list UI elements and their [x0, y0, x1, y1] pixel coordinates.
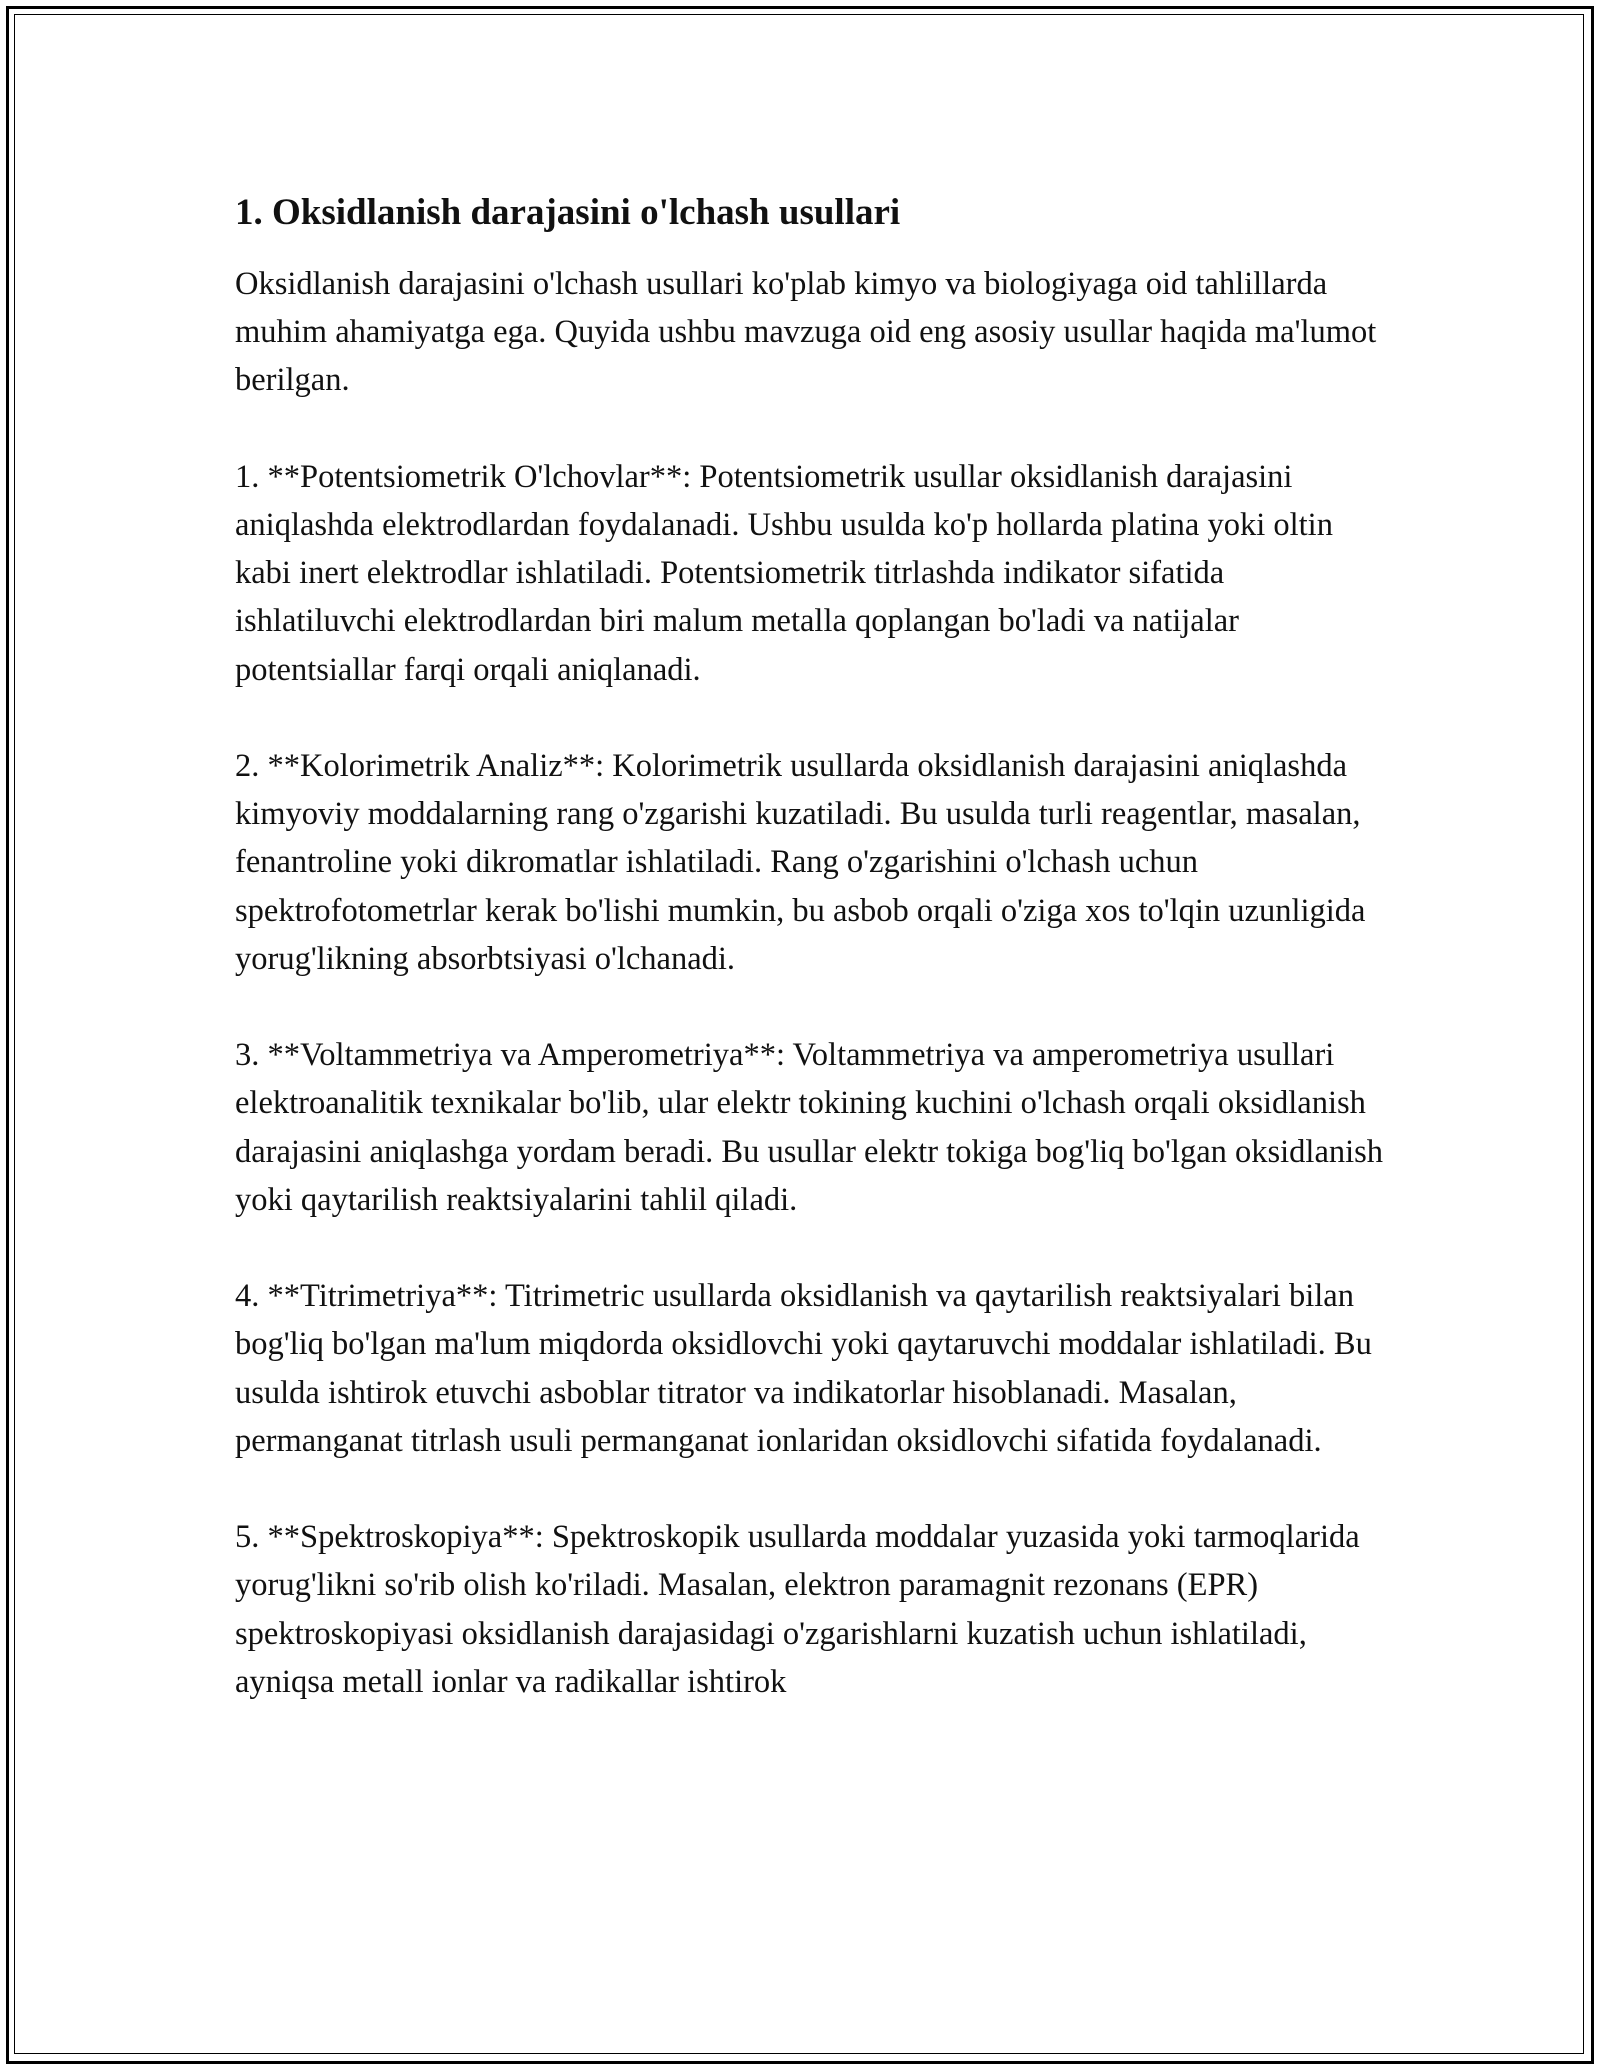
document-title: 1. Oksidlanish darajasini o'lchash usullari [235, 192, 901, 233]
method-item-titrimetriya: 4. **Titrimetriya**: Titrimetric usullarda oksidlanish va qaytarilish reaktsiyalari bilan bog'liq bo'lgan ma'lum miqdorda oksidlovchi yoki qaytaruvchi moddalar ishlatiladi. Bu usulda ishtirok etuvchi asboblar titrator va indikatorlar hisoblanadi. Masalan, permanganat titrlash usuli permanganat ionlaridan oksidlovchi sifatida foydalanadi. [235, 1278, 1372, 1459]
document-body [235, 183, 1385, 1754]
method-item-kolorimetrik: 2. **Kolorimetrik Analiz**: Kolorimetrik usullarda oksidlanish darajasini aniqlashda kimyoviy moddalarning rang o'zgarishi kuzatiladi. Bu usulda turli reagentlar, masalan, fenantroline yoki dikromatlar ishlatiladi. Rang o'zgarishini o'lchash uchun spektrofotometrlar kerak bo'lishi mumkin, bu asbob orqali o'ziga xos to'lqin uzunligida yorug'likning absorbtsiyasi o'lchanadi. [235, 748, 1366, 977]
method-item-voltammetriya: 3. **Voltammetriya va Amperometriya**: Voltammetriya va amperometriya usullari elektroanalitik texnikalar bo'lib, ular elektr tokining kuchini o'lchash orqali oksidlanish darajasini aniqlashga yordam beradi. Bu usullar elektr tokiga bog'liq bo'lgan oksidlanish yoki qaytarilish reaktsiyalarini tahlil qiladi. [235, 1037, 1384, 1218]
method-item-potentsiometrik: 1. **Potentsiometrik O'lchovlar**: Potentsiometrik usullar oksidlanish darajasini aniqlashda elektrodlardan foydalanadi. Ushbu usulda ko'p hollarda platina yoki oltin kabi inert elektrodlar ishlatiladi. Potentsiometrik titrlashda indikator sifatida ishlatiluvchi elektrodlardan biri malum metalla qoplangan bo'ladi va natijalar potentsiallar farqi orqali aniqlanadi. [235, 458, 1333, 688]
intro-paragraph: Oksidlanish darajasini o'lchash usullari ko'plab kimyo va biologiyaga oid tahlillarda muhim ahamiyatga ega. Quyida ushbu mavzuga oid eng asosiy usullar haqida ma'lumot berilgan. [235, 266, 1377, 399]
method-item-spektroskopiya: 5. **Spektroskopiya**: Spektroskopik usullarda moddalar yuzasida yoki tarmoqlarida yorug'likni so'rib olish ko'riladi. Masalan, elektron paramagnit rezonans (EPR) spektroskopiyasi oksidlanish darajasidagi o'zgarishlarni kuzatish uchun ishlatiladi, ayniqsa metall ionlar va radikallar ishtirok [235, 1519, 1360, 1700]
